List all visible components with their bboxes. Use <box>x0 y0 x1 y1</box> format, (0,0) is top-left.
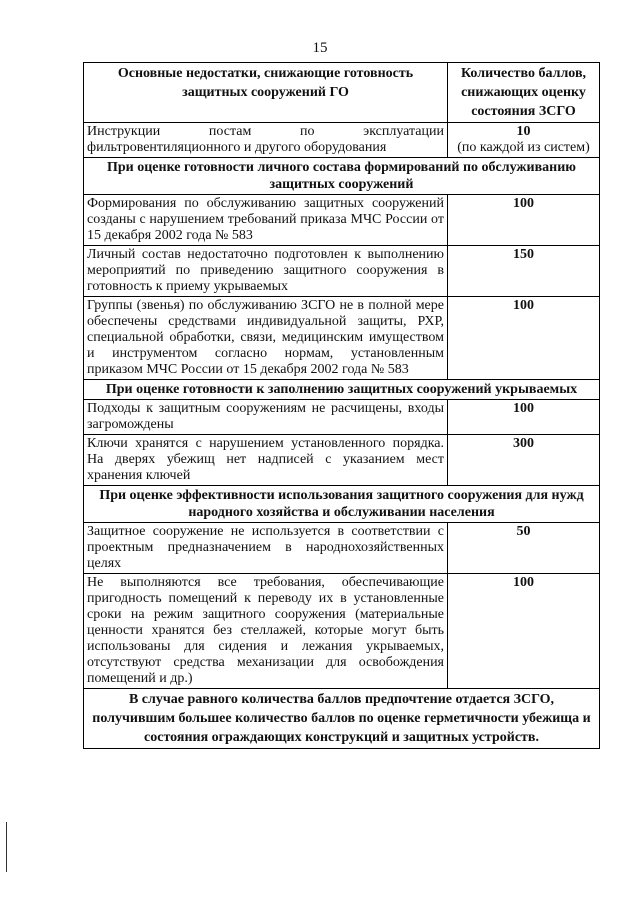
table-row <box>84 246 600 297</box>
header-deficiencies: Основные недостатки, снижающие готовность защитных сооружений ГО <box>84 63 448 123</box>
row-score: 50 <box>448 523 600 574</box>
row-score <box>448 123 600 158</box>
row-score: 100 <box>448 574 600 689</box>
row-text: Формирования по обслуживанию защитных сооружений созданы с нарушением требований приказа МЧС России от 15 декабря 2002 года № 583 <box>84 195 448 246</box>
score-value: 10 <box>516 124 531 139</box>
row-text: Инструкции постам по эксплуатации фильтровентиляционного и другого оборудования <box>84 123 448 158</box>
row-score: 100 <box>448 297 600 380</box>
row-text: Защитное сооружение не используется в соответствии с проектным предназначением в народнохозяйственных целях <box>84 523 448 574</box>
section-heading: При оценке эффективности использования защитного сооружения для нужд народного хозяйства и обслуживании населения <box>84 486 600 523</box>
row-text: Ключи хранятся с нарушением установленного порядка. На дверях убежищ нет надписей с указанием мест хранения ключей <box>84 435 448 486</box>
row-score: 100 <box>448 195 600 246</box>
table-header-row <box>84 63 600 123</box>
section-row <box>84 158 600 195</box>
row-score: 150 <box>448 246 600 297</box>
section-row <box>84 486 600 523</box>
row-score: 300 <box>448 435 600 486</box>
row-text: Подходы к защитным сооружениям не расчищены, входы загромождены <box>84 400 448 435</box>
section-heading: При оценке готовности личного состава формирований по обслуживанию защитных сооружений <box>84 158 600 195</box>
table-row <box>84 435 600 486</box>
table-row <box>84 297 600 380</box>
table-row <box>84 574 600 689</box>
table-row <box>84 195 600 246</box>
page-number: 15 <box>312 40 328 56</box>
header-score: Количество баллов, снижающих оценку состояния ЗСГО <box>448 63 600 123</box>
table-row <box>84 523 600 574</box>
row-text: Группы (звенья) по обслуживанию ЗСГО не в полной мере обеспечены средствами индивидуальной защиты, РХР, специальной обработки, связи, медицинским имуществом и инструментом согласно нормам, установленным приказом МЧС России от 15 декабря 2002 года № 583 <box>84 297 448 380</box>
row-text: Не выполняются все требования, обеспечивающие пригодность помещений к переводу их в установленные сроки на режим защитного сооружения (материальные ценности хранятся без стеллажей, которые могут быть использованы для сидения и лежания укрываемых, отсутствуют средства механизации для освобождения помещений и др.) <box>84 574 448 689</box>
row-score: 100 <box>448 400 600 435</box>
footer-row <box>84 689 600 749</box>
score-note: (по каждой из систем) <box>457 140 590 155</box>
footer-note: В случае равного количества баллов предпочтение отдается ЗСГО, получившим большее количество баллов по оценке герметичности убежища и состояния ограждающих конструкций и защитных устройств. <box>84 689 600 749</box>
section-heading: При оценке готовности к заполнению защитных сооружений укрываемых <box>84 380 600 400</box>
margin-mark <box>6 822 7 872</box>
table-row <box>84 123 600 158</box>
section-row <box>84 380 600 400</box>
table-row <box>84 400 600 435</box>
deficiency-score-table <box>83 62 600 749</box>
row-text: Личный состав недостаточно подготовлен к выполнению мероприятий по приведению защитного сооружения в готовность к приему укрываемых <box>84 246 448 297</box>
